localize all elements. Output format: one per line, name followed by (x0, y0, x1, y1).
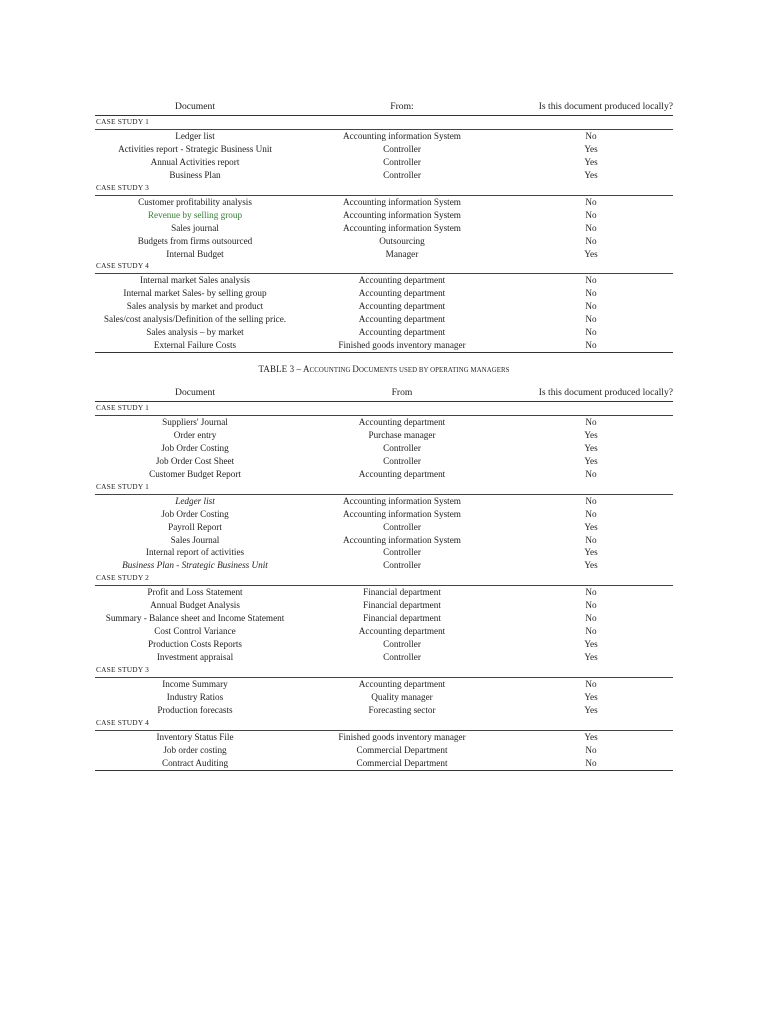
case-study-label: CASE STUDY 4 (95, 260, 673, 273)
source-cell: Outsourcing (379, 235, 425, 246)
produced-locally-cell: Yes (584, 169, 598, 180)
produced-locally-cell: No (509, 757, 673, 770)
document-cell: Annual Activities report (150, 156, 240, 167)
produced-locally-cell: Yes (584, 455, 598, 466)
source-cell: Accounting department (358, 327, 446, 338)
produced-locally-cell: No (585, 301, 597, 312)
document-cell: Sales/cost analysis/Definition of the selling price. (103, 314, 287, 325)
documents-table-1 (95, 98, 673, 353)
source-cell: Controller (383, 455, 421, 466)
source-cell: Accounting information System (343, 534, 461, 545)
source-cell: Accounting information System (343, 196, 461, 207)
document-cell: Annual Budget Analysis (150, 600, 240, 611)
document-cell: Activities report - Strategic Business Unit (118, 143, 272, 154)
produced-locally-cell: Yes (584, 429, 598, 440)
table-row (95, 651, 673, 664)
source-cell: Controller (383, 547, 421, 558)
table-row (95, 625, 673, 638)
document-cell: Production Costs Reports (148, 639, 242, 650)
document-cell: Internal market Sales analysis (140, 275, 250, 286)
table-row (95, 546, 673, 559)
source-cell: Controller (383, 156, 421, 167)
document-cell: Inventory Status File (156, 731, 234, 742)
table-row (95, 313, 673, 326)
produced-locally-cell: Yes (584, 560, 598, 571)
case-study-row (95, 402, 673, 416)
document-cell: Budgets from firms outsourced (137, 235, 253, 246)
source-cell: Controller (383, 169, 421, 180)
column-header-from: From (295, 384, 509, 402)
table-row (95, 222, 673, 235)
table-row (95, 599, 673, 612)
document-cell: Ledger list (175, 130, 215, 141)
produced-locally-cell: No (585, 613, 597, 624)
produced-locally-cell: Yes (584, 547, 598, 558)
source-cell: Purchase manager (368, 429, 436, 440)
caption-part-2: OCUMENTS USED BY OPERATING MANAGERS (358, 367, 510, 374)
table-row (95, 468, 673, 481)
produced-locally-cell: Yes (584, 248, 598, 259)
table-row (95, 678, 673, 691)
table-row (95, 704, 673, 717)
source-cell: Commercial Department (295, 757, 509, 770)
document-cell: Production forecasts (157, 704, 233, 715)
document-cell: Industry Ratios (166, 691, 224, 702)
source-cell: Accounting department (358, 301, 446, 312)
table-row (95, 326, 673, 339)
produced-locally-cell: Yes (584, 521, 598, 532)
produced-locally-cell: No (585, 130, 597, 141)
source-cell: Accounting department (358, 416, 446, 427)
source-cell: Quality manager (371, 691, 433, 702)
document-cell: Customer Budget Report (149, 468, 241, 479)
case-study-row (95, 572, 673, 585)
produced-locally-cell: Yes (584, 691, 598, 702)
produced-locally-cell: Yes (584, 442, 598, 453)
table-row (95, 195, 673, 208)
table-row (95, 209, 673, 222)
produced-locally-cell: Yes (584, 639, 598, 650)
table-row (95, 612, 673, 625)
source-cell: Accounting information System (343, 130, 461, 141)
table-row (95, 156, 673, 169)
produced-locally-cell: Yes (584, 731, 598, 742)
case-study-label: CASE STUDY 3 (95, 182, 673, 195)
source-cell: Controller (383, 442, 421, 453)
document-cell: External Failure Costs (95, 339, 295, 352)
produced-locally-cell: Yes (584, 143, 598, 154)
produced-locally-cell: No (585, 744, 597, 755)
document-cell: Revenue by selling group (147, 209, 243, 220)
document-cell: Business Plan (169, 169, 221, 180)
table-row (95, 534, 673, 547)
document-cell: Investment appraisal (156, 652, 234, 663)
document-cell: Business Plan - Strategic Business Unit (122, 560, 268, 571)
produced-locally-cell: No (585, 416, 597, 427)
column-header-produced-locally: Is this document produced locally? (509, 98, 673, 116)
produced-locally-cell: No (585, 626, 597, 637)
produced-locally-cell: No (585, 314, 597, 325)
table-1-body (95, 116, 673, 353)
caption-prefix: TABLE 3 – A (258, 364, 310, 374)
case-study-label: CASE STUDY 1 (95, 481, 673, 494)
table-row (95, 248, 673, 261)
table-2-body (95, 402, 673, 771)
produced-locally-cell: No (585, 534, 597, 545)
document-cell: Cost Control Variance (154, 626, 236, 637)
produced-locally-cell: Yes (584, 652, 598, 663)
table-row (95, 442, 673, 455)
caption-cap-2: D (352, 364, 359, 374)
source-cell: Accounting department (358, 468, 446, 479)
source-cell: Accounting information System (343, 508, 461, 519)
source-cell: Manager (385, 248, 419, 259)
table-row (95, 429, 673, 442)
document-cell: Order entry (173, 429, 217, 440)
column-header-document: Document (95, 384, 295, 402)
table-row (95, 169, 673, 182)
document-cell: Sales analysis by market and product (126, 301, 264, 312)
document-cell: Ledger list (175, 495, 215, 506)
table-row (95, 300, 673, 313)
document-cell: Job Order Costing (161, 442, 229, 453)
document-cell: Sales analysis – by market (146, 327, 244, 338)
document-cell: Contract Auditing (95, 757, 295, 770)
case-study-row (95, 182, 673, 195)
document-cell: Internal report of activities (145, 547, 245, 558)
table-row (95, 757, 673, 770)
produced-locally-cell: No (585, 288, 597, 299)
source-cell: Accounting information System (343, 222, 461, 233)
document-cell: Profit and Loss Statement (147, 587, 243, 598)
document-cell: Internal market Sales- by selling group (123, 288, 267, 299)
source-cell: Accounting department (358, 275, 446, 286)
produced-locally-cell: No (585, 275, 597, 286)
table-row (95, 455, 673, 468)
table-row (95, 638, 673, 651)
column-header-document: Document (95, 98, 295, 116)
case-study-label: CASE STUDY 2 (95, 572, 673, 585)
table-row (95, 287, 673, 300)
case-study-row (95, 260, 673, 273)
source-cell: Accounting department (358, 314, 446, 325)
document-cell: Job Order Costing (161, 508, 229, 519)
produced-locally-cell: No (585, 679, 597, 690)
produced-locally-cell: No (585, 235, 597, 246)
document-cell: Summary - Balance sheet and Income Statement (105, 613, 285, 624)
produced-locally-cell: No (585, 222, 597, 233)
document-cell: Job Order Cost Sheet (155, 455, 235, 466)
produced-locally-cell: No (585, 468, 597, 479)
produced-locally-cell: No (585, 495, 597, 506)
produced-locally-cell: No (509, 339, 673, 352)
produced-locally-cell: No (585, 327, 597, 338)
table-row (95, 691, 673, 704)
table-row (95, 744, 673, 757)
source-cell: Accounting information System (343, 495, 461, 506)
source-cell: Finished goods inventory manager (295, 339, 509, 352)
source-cell: Accounting department (358, 288, 446, 299)
source-cell: Forecasting sector (368, 704, 436, 715)
source-cell: Accounting department (358, 679, 446, 690)
source-cell: Controller (383, 560, 421, 571)
document-cell: Sales journal (171, 222, 219, 233)
case-study-row (95, 717, 673, 730)
table-header-row (95, 98, 673, 116)
column-header-produced-locally: Is this document produced locally? (509, 384, 673, 402)
source-cell: Controller (383, 521, 421, 532)
produced-locally-cell: No (585, 600, 597, 611)
document-cell: Internal Budget (166, 248, 224, 259)
table-row (95, 508, 673, 521)
source-cell: Financial department (363, 587, 441, 598)
document-cell: Income Summary (162, 679, 228, 690)
table-row (95, 129, 673, 142)
produced-locally-cell: No (585, 587, 597, 598)
case-study-row (95, 116, 673, 130)
table-row (95, 730, 673, 743)
column-header-from: From: (295, 98, 509, 116)
case-study-label: CASE STUDY 1 (95, 116, 673, 130)
produced-locally-cell: Yes (584, 704, 598, 715)
source-cell: Controller (383, 639, 421, 650)
produced-locally-cell: No (585, 209, 597, 220)
source-cell: Financial department (363, 600, 441, 611)
source-cell: Accounting information System (343, 209, 461, 220)
source-cell: Finished goods inventory manager (338, 731, 466, 742)
produced-locally-cell: No (585, 196, 597, 207)
caption-part-1: CCOUNTING (309, 367, 353, 374)
table-row (95, 235, 673, 248)
document-cell: Job order costing (163, 744, 227, 755)
case-study-label: CASE STUDY 3 (95, 664, 673, 677)
table-row (95, 494, 673, 507)
table-row (95, 143, 673, 156)
table-row (95, 415, 673, 428)
document-cell: Payroll Report (168, 521, 222, 532)
source-cell: Controller (383, 143, 421, 154)
table-row (95, 339, 673, 352)
table-row (95, 521, 673, 534)
source-cell: Commercial Department (356, 744, 448, 755)
table-caption (95, 364, 673, 374)
produced-locally-cell: Yes (584, 156, 598, 167)
case-study-row (95, 481, 673, 494)
produced-locally-cell: No (585, 508, 597, 519)
case-study-row (95, 664, 673, 677)
case-study-label: CASE STUDY 1 (95, 402, 673, 416)
case-study-label: CASE STUDY 4 (95, 717, 673, 730)
table-row (95, 586, 673, 599)
document-cell: Suppliers' Journal (162, 416, 228, 427)
table-row (95, 559, 673, 572)
document-cell: Customer profitability analysis (138, 196, 252, 207)
documents-table-2 (95, 384, 673, 771)
table-header-row (95, 384, 673, 402)
source-cell: Accounting department (358, 626, 446, 637)
document-cell: Sales Journal (170, 534, 220, 545)
table-row (95, 274, 673, 287)
source-cell: Financial department (363, 613, 441, 624)
source-cell: Controller (383, 652, 421, 663)
